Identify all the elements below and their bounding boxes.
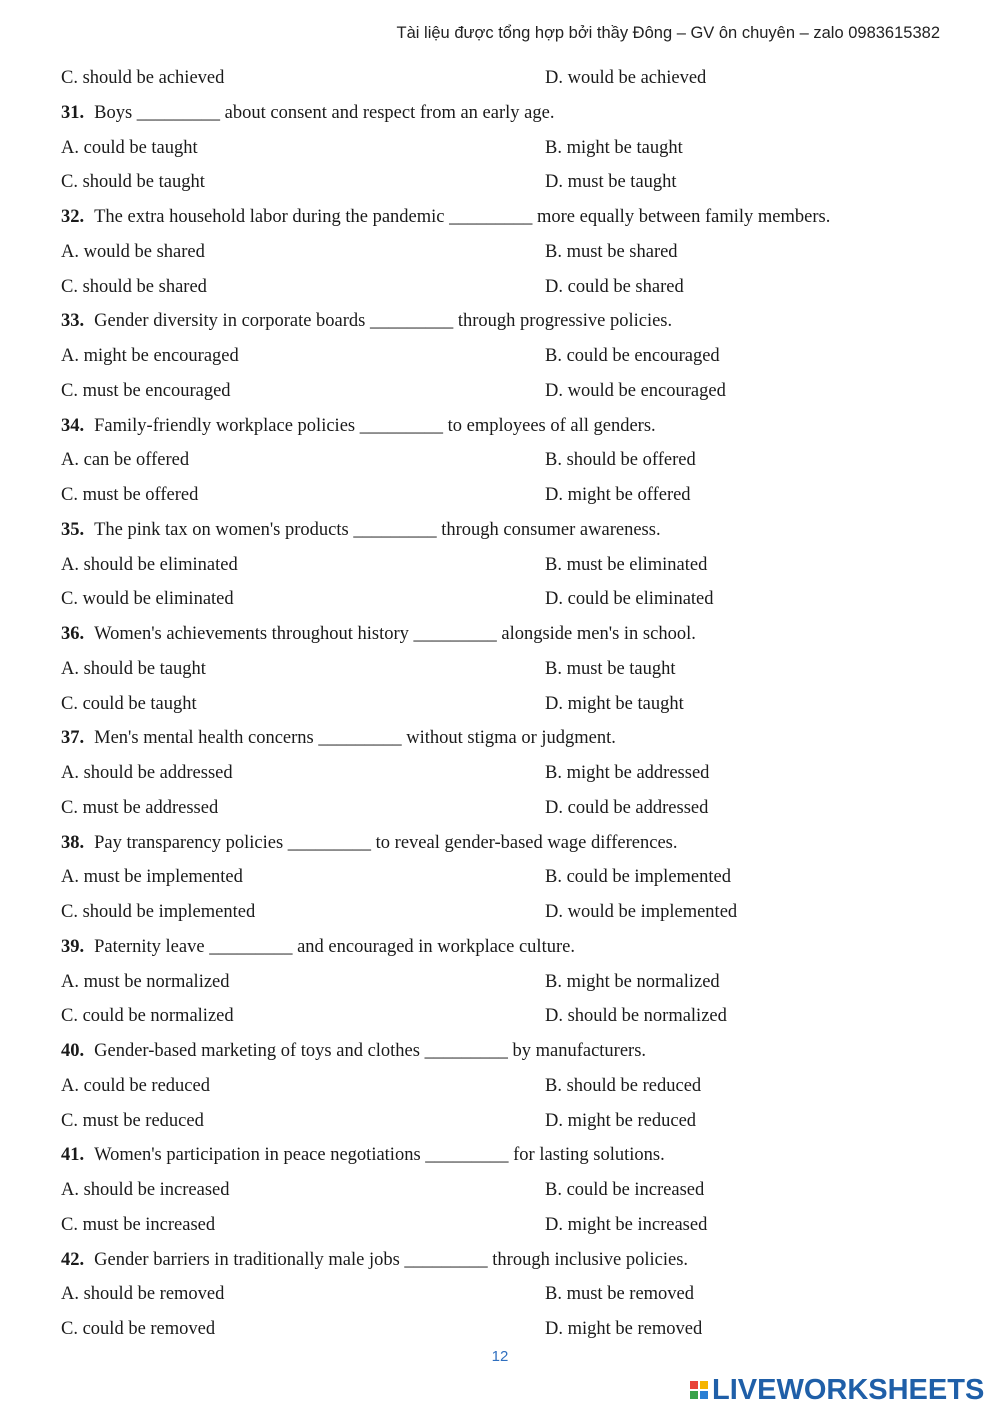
option-a: A. can be offered: [61, 450, 190, 471]
question-number: 36.: [61, 624, 85, 644]
option-d: D. might be taught: [545, 693, 684, 714]
option-b: B. could be increased: [545, 1180, 705, 1200]
question-number: 31.: [61, 102, 85, 123]
option-c: C. would be eliminated: [61, 589, 234, 610]
question-number: 42.: [61, 1249, 85, 1270]
option-b: B. must be shared: [545, 241, 678, 262]
option-c: C. must be encouraged: [61, 380, 231, 401]
option-d: D. could be shared: [545, 276, 684, 297]
question-number: 33.: [61, 311, 85, 332]
option-d: D. should be normalized: [545, 1006, 727, 1027]
logo-square-icon: [690, 1381, 698, 1389]
option-b: B. could be implemented: [545, 867, 731, 888]
option-row: [61, 965, 941, 1000]
question-number: 40.: [61, 1041, 85, 1061]
question-number: 37.: [61, 728, 85, 749]
option-row: [61, 791, 941, 826]
option-row: [61, 1277, 941, 1312]
option-row: [61, 339, 941, 374]
question-number: 41.: [61, 1145, 85, 1166]
option-row: [61, 1173, 941, 1208]
option-row: [61, 374, 941, 409]
option-c: C. could be removed: [61, 1319, 216, 1339]
option-b: B. might be addressed: [545, 763, 710, 783]
option-c: C. should be achieved: [61, 68, 225, 88]
option-a: A. should be taught: [61, 658, 206, 679]
option-d: D. might be offered: [545, 485, 691, 505]
option-c: C. could be normalized: [61, 1006, 234, 1027]
option-row: [61, 235, 941, 270]
question-text: Boys _________ about consent and respect from an early age.: [94, 102, 555, 123]
option-a: A. should be eliminated: [61, 554, 238, 575]
option-b: B. must be taught: [545, 658, 676, 679]
option-d: D. must be taught: [545, 172, 677, 193]
question-stem: [61, 513, 941, 548]
logo-grid-icon: [690, 1381, 708, 1399]
option-a: A. must be normalized: [61, 971, 230, 992]
option-a: A. would be shared: [61, 241, 205, 262]
question-text: Family-friendly workplace policies _________ to employees of all genders.: [94, 415, 656, 436]
option-c: C. must be increased: [61, 1214, 216, 1235]
option-row: [61, 165, 941, 200]
option-row: [61, 860, 941, 895]
question-text: Gender-based marketing of toys and clothes _________ by manufacturers.: [94, 1041, 647, 1061]
question-stem: [61, 200, 941, 235]
option-row: [61, 895, 941, 930]
option-d: D. would be encouraged: [545, 380, 726, 401]
option-b: B. might be taught: [545, 137, 683, 158]
question-number: 35.: [61, 519, 85, 540]
question-number: 32.: [61, 207, 85, 227]
option-row: [61, 1208, 941, 1243]
option-c: C. must be offered: [61, 485, 199, 505]
option-a: A. must be implemented: [61, 867, 243, 888]
question-stem: [61, 721, 941, 756]
option-b: B. must be removed: [545, 1284, 695, 1305]
option-d: D. could be addressed: [545, 797, 709, 818]
question-stem: [61, 304, 941, 339]
question-text: Women's achievements throughout history _________ alongside men's in school.: [94, 624, 696, 644]
question-text: Pay transparency policies _________ to reveal gender-based wage differences.: [94, 832, 678, 853]
option-row: [61, 756, 941, 791]
option-row: [61, 61, 941, 96]
question-number: 39.: [61, 936, 85, 957]
option-b: B. should be reduced: [545, 1075, 702, 1096]
option-row: [61, 478, 941, 513]
option-row: [61, 999, 941, 1034]
page-header: Tài liệu được tổng hợp bởi thầy Đông – GV ôn chuyên – zalo 0983615382: [396, 24, 940, 42]
question-number: 38.: [61, 832, 85, 853]
option-c: C. should be shared: [61, 276, 207, 297]
option-c: C. should be taught: [61, 172, 205, 193]
logo-square-icon: [700, 1381, 708, 1389]
question-text: Gender diversity in corporate boards _________ through progressive policies.: [94, 311, 673, 332]
question-stem: [61, 1243, 941, 1278]
option-row: [61, 131, 941, 166]
question-text: Men's mental health concerns _________ without stigma or judgment.: [94, 728, 616, 749]
question-stem: [61, 1138, 941, 1173]
option-a: A. could be reduced: [61, 1075, 210, 1096]
option-row: [61, 1104, 941, 1139]
option-d: D. might be reduced: [545, 1110, 697, 1131]
option-b: B. could be encouraged: [545, 346, 720, 366]
question-text: Paternity leave _________ and encouraged in workplace culture.: [94, 936, 575, 957]
option-row: [61, 652, 941, 687]
worksheet-content: [61, 61, 941, 1347]
question-number: 34.: [61, 415, 85, 436]
option-d: D. might be increased: [545, 1214, 708, 1235]
option-c: C. should be implemented: [61, 902, 256, 922]
question-stem: [61, 96, 941, 131]
option-b: B. should be offered: [545, 450, 696, 471]
option-row: [61, 1312, 941, 1347]
question-text: The pink tax on women's products _________ through consumer awareness.: [94, 519, 661, 540]
option-a: A. should be addressed: [61, 763, 233, 783]
question-text: The extra household labor during the pandemic _________ more equally between family members.: [94, 207, 831, 227]
option-row: [61, 548, 941, 583]
option-a: A. should be removed: [61, 1284, 225, 1305]
option-d: D. might be removed: [545, 1319, 703, 1339]
question-stem: [61, 930, 941, 965]
option-row: [61, 443, 941, 478]
question-text: Gender barriers in traditionally male jobs _________ through inclusive policies.: [94, 1249, 689, 1270]
option-c: C. must be reduced: [61, 1110, 204, 1131]
option-a: A. might be encouraged: [61, 346, 239, 366]
question-stem: [61, 826, 941, 861]
question-stem: [61, 617, 941, 652]
page-number: 12: [491, 1348, 509, 1365]
logo-square-icon: [700, 1391, 708, 1399]
option-row: [61, 1069, 941, 1104]
option-b: B. might be normalized: [545, 971, 720, 992]
option-row: [61, 687, 941, 722]
option-c: C. must be addressed: [61, 797, 219, 818]
option-row: [61, 270, 941, 305]
option-d: D. would be implemented: [545, 902, 738, 922]
question-list: [61, 96, 941, 1347]
question-text: Women's participation in peace negotiations _________ for lasting solutions.: [94, 1145, 665, 1166]
option-row: [61, 582, 941, 617]
brand-name: LIVEWORKSHEETS: [712, 1373, 985, 1406]
option-b: B. must be eliminated: [545, 554, 708, 575]
option-d: D. would be achieved: [545, 68, 707, 88]
option-d: D. could be eliminated: [545, 589, 714, 610]
logo-square-icon: [690, 1391, 698, 1399]
option-a: A. could be taught: [61, 137, 198, 158]
liveworksheets-logo: [690, 1372, 984, 1408]
option-a: A. should be increased: [61, 1180, 230, 1200]
question-stem: [61, 1034, 941, 1069]
option-c: C. could be taught: [61, 693, 197, 714]
question-stem: [61, 409, 941, 444]
